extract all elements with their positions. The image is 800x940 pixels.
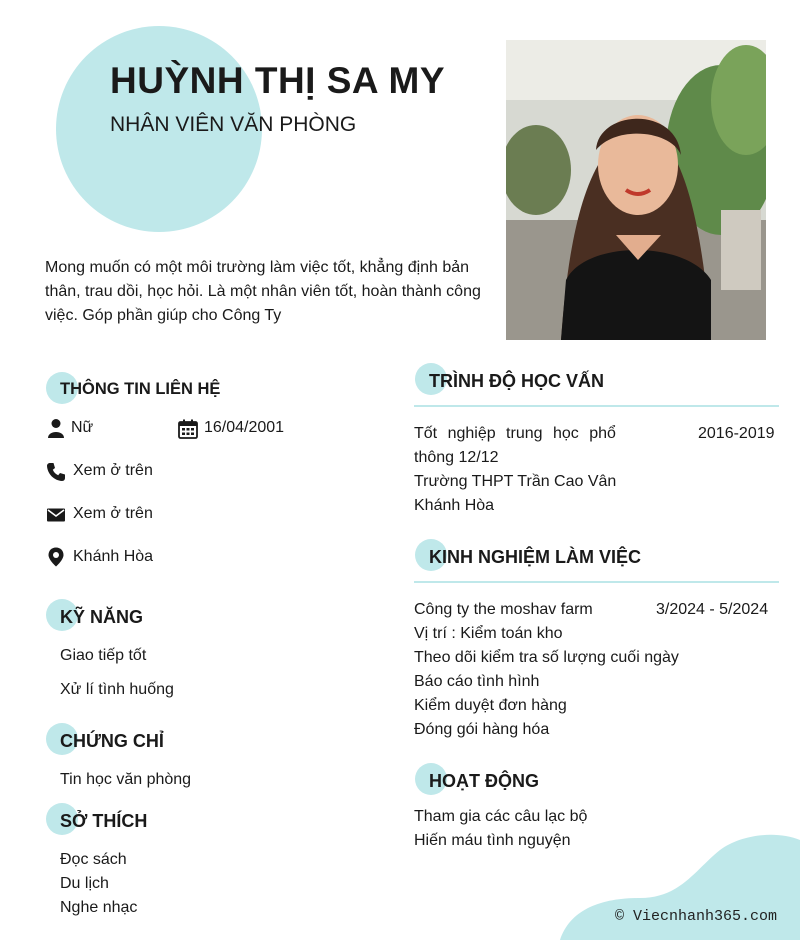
education-period: 2016-2019 [698,425,775,442]
location-pin-icon [46,547,66,567]
education-school: Trường THPT Trần Cao Vân [414,473,617,490]
candidate-name: HUỲNH THỊ SA MY [110,60,446,101]
hobbies-section-title: SỞ THÍCH [60,811,148,831]
experience-line: Báo cáo tình hình [414,673,540,690]
certificates-section-title: CHỨNG CHỈ [60,731,164,751]
gender-value: Nữ [71,419,94,436]
education-section-title: TRÌNH ĐỘ HỌC VẤN [429,371,604,391]
hobby-item: Nghe nhạc [60,899,138,916]
experience-company: Công ty the moshav farm [414,601,593,618]
phone-icon [46,462,66,482]
education-degree-text: Tốt nghiệp trung học phổ [414,425,616,442]
education-location: Khánh Hòa [414,497,495,514]
candidate-role: NHÂN VIÊN VĂN PHÒNG [110,113,357,136]
mail-icon [46,505,66,525]
profile-photo-illustration [506,40,766,340]
dob-value: 16/04/2001 [204,419,285,436]
skill-item: Xử lí tình huống [60,681,174,698]
activity-item: Hiến máu tình nguyện [414,832,571,849]
career-objective: Mong muốn có một môi trường làm việc tốt, khẳng định bản thân, trau dồi, học hỏi. Là một nhân viên tốt, hoàn thành công việc. Góp phần giúp cho Công Ty [45,259,481,324]
education-degree-line1 [414,425,629,443]
hobby-item: Đọc sách [60,851,127,868]
calendar-icon [178,419,198,439]
experience-line: Kiểm duyệt đơn hàng [414,697,567,714]
person-icon [46,418,66,438]
skill-item: Giao tiếp tốt [60,647,147,664]
education-degree-line2: thông 12/12 [414,449,499,466]
experience-period: 3/2024 - 5/2024 [656,601,769,618]
contact-section-title: THÔNG TIN LIÊN HỆ [60,380,221,398]
experience-section-title: KINH NGHIỆM LÀM VIỆC [429,547,642,567]
skills-section-title: KỸ NĂNG [60,607,144,627]
education-divider [414,405,779,407]
activities-section-title: HOẠT ĐỘNG [429,771,539,791]
experience-line: Đóng gói hàng hóa [414,721,550,738]
profile-photo [506,40,766,340]
experience-divider [414,581,779,583]
experience-line: Vị trí : Kiểm toán kho [414,625,563,642]
footer-watermark: © Viecnhanh365.com [615,908,778,925]
phone-value: Xem ở trên [73,462,153,479]
email-value: Xem ở trên [73,505,153,522]
certificate-item: Tin học văn phòng [60,771,192,788]
experience-line: Theo dõi kiểm tra số lượng cuối ngày [414,649,679,666]
activity-item: Tham gia các câu lạc bộ [414,808,588,825]
hobby-item: Du lịch [60,875,109,892]
address-value: Khánh Hòa [73,548,154,565]
